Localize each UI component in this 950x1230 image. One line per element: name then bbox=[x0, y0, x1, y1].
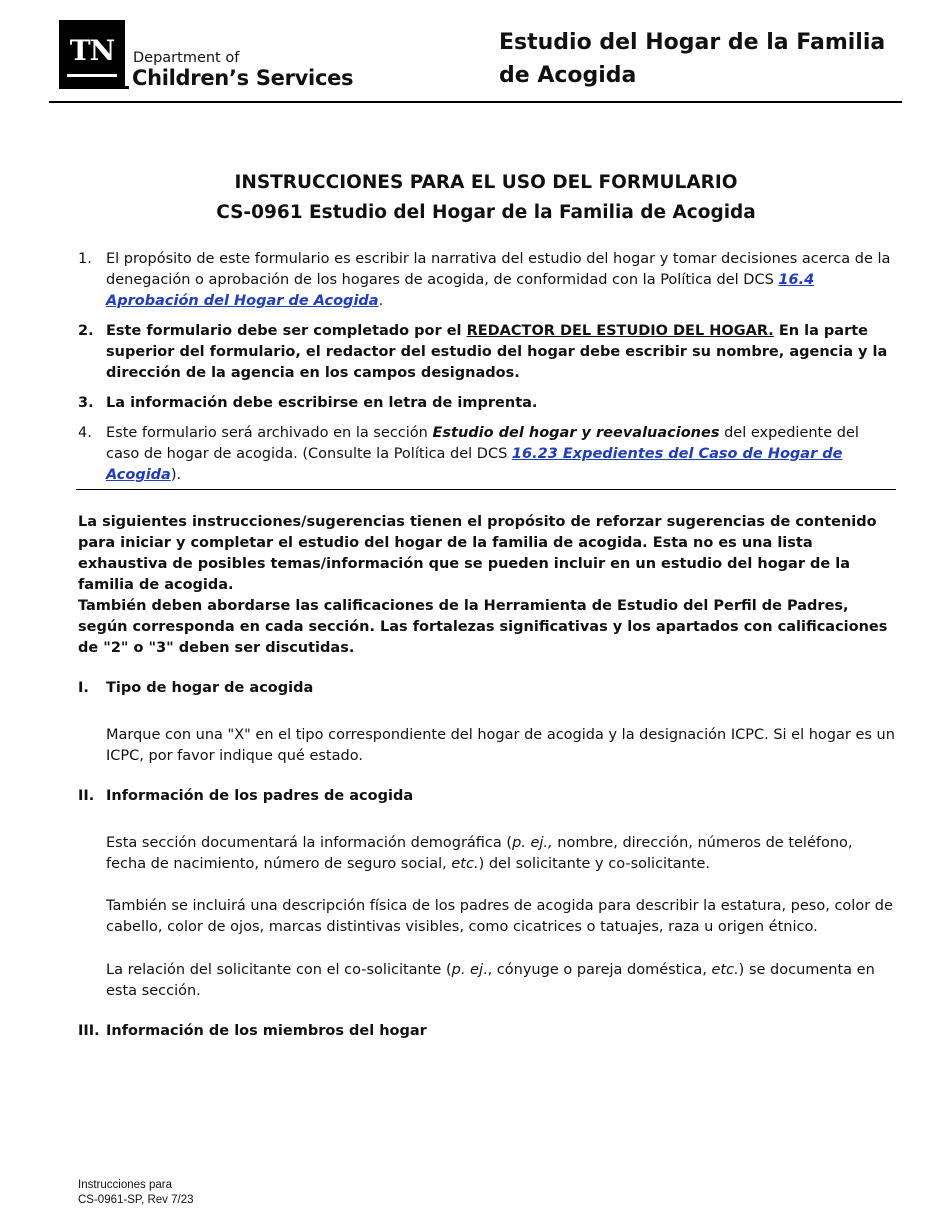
list-item-text: Este formulario debe ser completado por el bbox=[106, 323, 467, 339]
section-heading-iii bbox=[78, 1021, 427, 1042]
list-item-end: . bbox=[378, 293, 384, 309]
text-run: ) se documenta en esta sección. bbox=[106, 962, 875, 999]
text-run-italic: etc. bbox=[711, 962, 739, 978]
header-title bbox=[499, 26, 919, 92]
list-item bbox=[78, 249, 893, 312]
list-item-text-cont: En la parte superior del formulario, el redactor del estudio del hogar debe escribir su nombre, agencia y la dirección de la agencia en los campos designados. bbox=[106, 323, 888, 381]
section-ii-physical-description: También se incluirá una descripción física de los padres de acogida para describir la estatura, peso, color de cabello, color de ojos, marcas distintivas visibles, como cicatrices o tatuajes, raza u origen étnico. bbox=[106, 898, 893, 935]
section-heading-i bbox=[78, 678, 313, 699]
logo-base-line bbox=[59, 86, 129, 89]
section-heading-ii bbox=[78, 786, 413, 807]
list-item bbox=[78, 393, 893, 414]
text-run: ., cónyuge o pareja doméstica, bbox=[482, 962, 712, 978]
logo-underline bbox=[67, 74, 117, 77]
section-numeral: I. bbox=[78, 680, 89, 696]
text-run: nombre, dirección, números de teléfono, fecha de nacimiento, número de seguro social, bbox=[106, 835, 853, 872]
text-run: Esta sección documentará la información demográfica ( bbox=[106, 835, 513, 851]
list-item bbox=[78, 423, 893, 486]
list-item-number: 2. bbox=[78, 323, 94, 339]
section-numeral: III. bbox=[78, 1023, 100, 1039]
header-divider bbox=[49, 101, 902, 103]
list-item-text: Este formulario será archivado en la sección bbox=[106, 425, 433, 441]
text-run: ) del solicitante y co-solicitante. bbox=[478, 856, 711, 872]
page-footer bbox=[78, 1178, 194, 1208]
list-item-number: 4. bbox=[78, 425, 92, 441]
policy-link-16-23[interactable]: 16.23 Expedientes del Caso de Hogar de Acogida bbox=[106, 446, 843, 483]
header-title-line1: Estudio del Hogar de la Familia bbox=[499, 30, 886, 55]
instructions-title: INSTRUCCIONES PARA EL USO DEL FORMULARIO bbox=[234, 172, 738, 193]
ratings-paragraph: También deben abordarse las calificaciones de la Herramienta de Estudio del Perfil de Padres, según corresponda en cada sección. Las fortalezas significativas y los apartados con calificaciones de "2" o "3" deben ser discutidas. bbox=[78, 598, 888, 656]
section-i-body: Marque con una "X" en el tipo correspondiente del hogar de acogida y la designación ICPC. Si el hogar es un ICPC, por favor indique qué estado. bbox=[106, 727, 895, 764]
footer-form-number: CS-0961-SP, Rev 7/23 bbox=[78, 1194, 194, 1206]
form-title: CS-0961 Estudio del Hogar de la Familia de Acogida bbox=[216, 202, 756, 223]
section-ii-relationship bbox=[106, 960, 896, 1002]
text-run: La relación del solicitante con el co-solicitante ( bbox=[106, 962, 452, 978]
list-item bbox=[78, 321, 893, 384]
text-run-italic: etc. bbox=[451, 856, 479, 872]
list-item-number: 3. bbox=[78, 395, 94, 411]
section-heading-text: Información de los padres de acogida bbox=[106, 788, 414, 804]
section-numeral: II. bbox=[78, 788, 95, 804]
logo-childrens-services-text: Children’s Services bbox=[132, 66, 354, 90]
section-ii-demographics bbox=[106, 833, 896, 875]
list-item-end: ). bbox=[170, 467, 182, 483]
instructions-list bbox=[78, 249, 893, 495]
list-item-number: 1. bbox=[78, 251, 92, 267]
logo-tn-text: TN bbox=[69, 33, 115, 67]
tn-logo bbox=[59, 20, 125, 86]
list-item-text: La información debe escribirse en letra de imprenta. bbox=[106, 395, 538, 411]
list-item-text: El propósito de este formulario es escribir la narrativa del estudio del hogar y tomar decisiones acerca de la denegación o aprobación de los hogares de acogida, de conformidad con la Política del DCS bbox=[106, 251, 891, 288]
text-run-italic: p. ej bbox=[451, 962, 483, 978]
section-heading-text: Información de los miembros del hogar bbox=[106, 1023, 427, 1039]
logo-department-text: Department of bbox=[133, 50, 240, 66]
intro-paragraph: La siguientes instrucciones/sugerencias tienen el propósito de reforzar sugerencias de contenido para iniciar y completar el estudio del hogar de la familia de acogida. Esta no es una lista exhaustiva de posibles temas/información que se pueden incluir en un estudio del hogar de la familia de acogida. bbox=[78, 514, 877, 593]
list-item-text-cont: del expediente del caso de hogar de acogida. (Consulte la Política del DCS bbox=[106, 425, 859, 462]
policy-link-16-4[interactable]: 16.4 Aprobación del Hogar de Acogida bbox=[106, 272, 815, 309]
home-study-writer-emphasis: REDACTOR DEL ESTUDIO DEL HOGAR. bbox=[466, 323, 774, 339]
footer-line1: Instrucciones para bbox=[78, 1179, 172, 1191]
header-title-line2: de Acogida bbox=[499, 63, 637, 88]
section-divider bbox=[76, 489, 896, 490]
section-name-emphasis: Estudio del hogar y reevaluaciones bbox=[432, 425, 720, 441]
section-heading-text: Tipo de hogar de acogida bbox=[106, 680, 314, 696]
text-run-italic: p. ej., bbox=[512, 835, 553, 851]
